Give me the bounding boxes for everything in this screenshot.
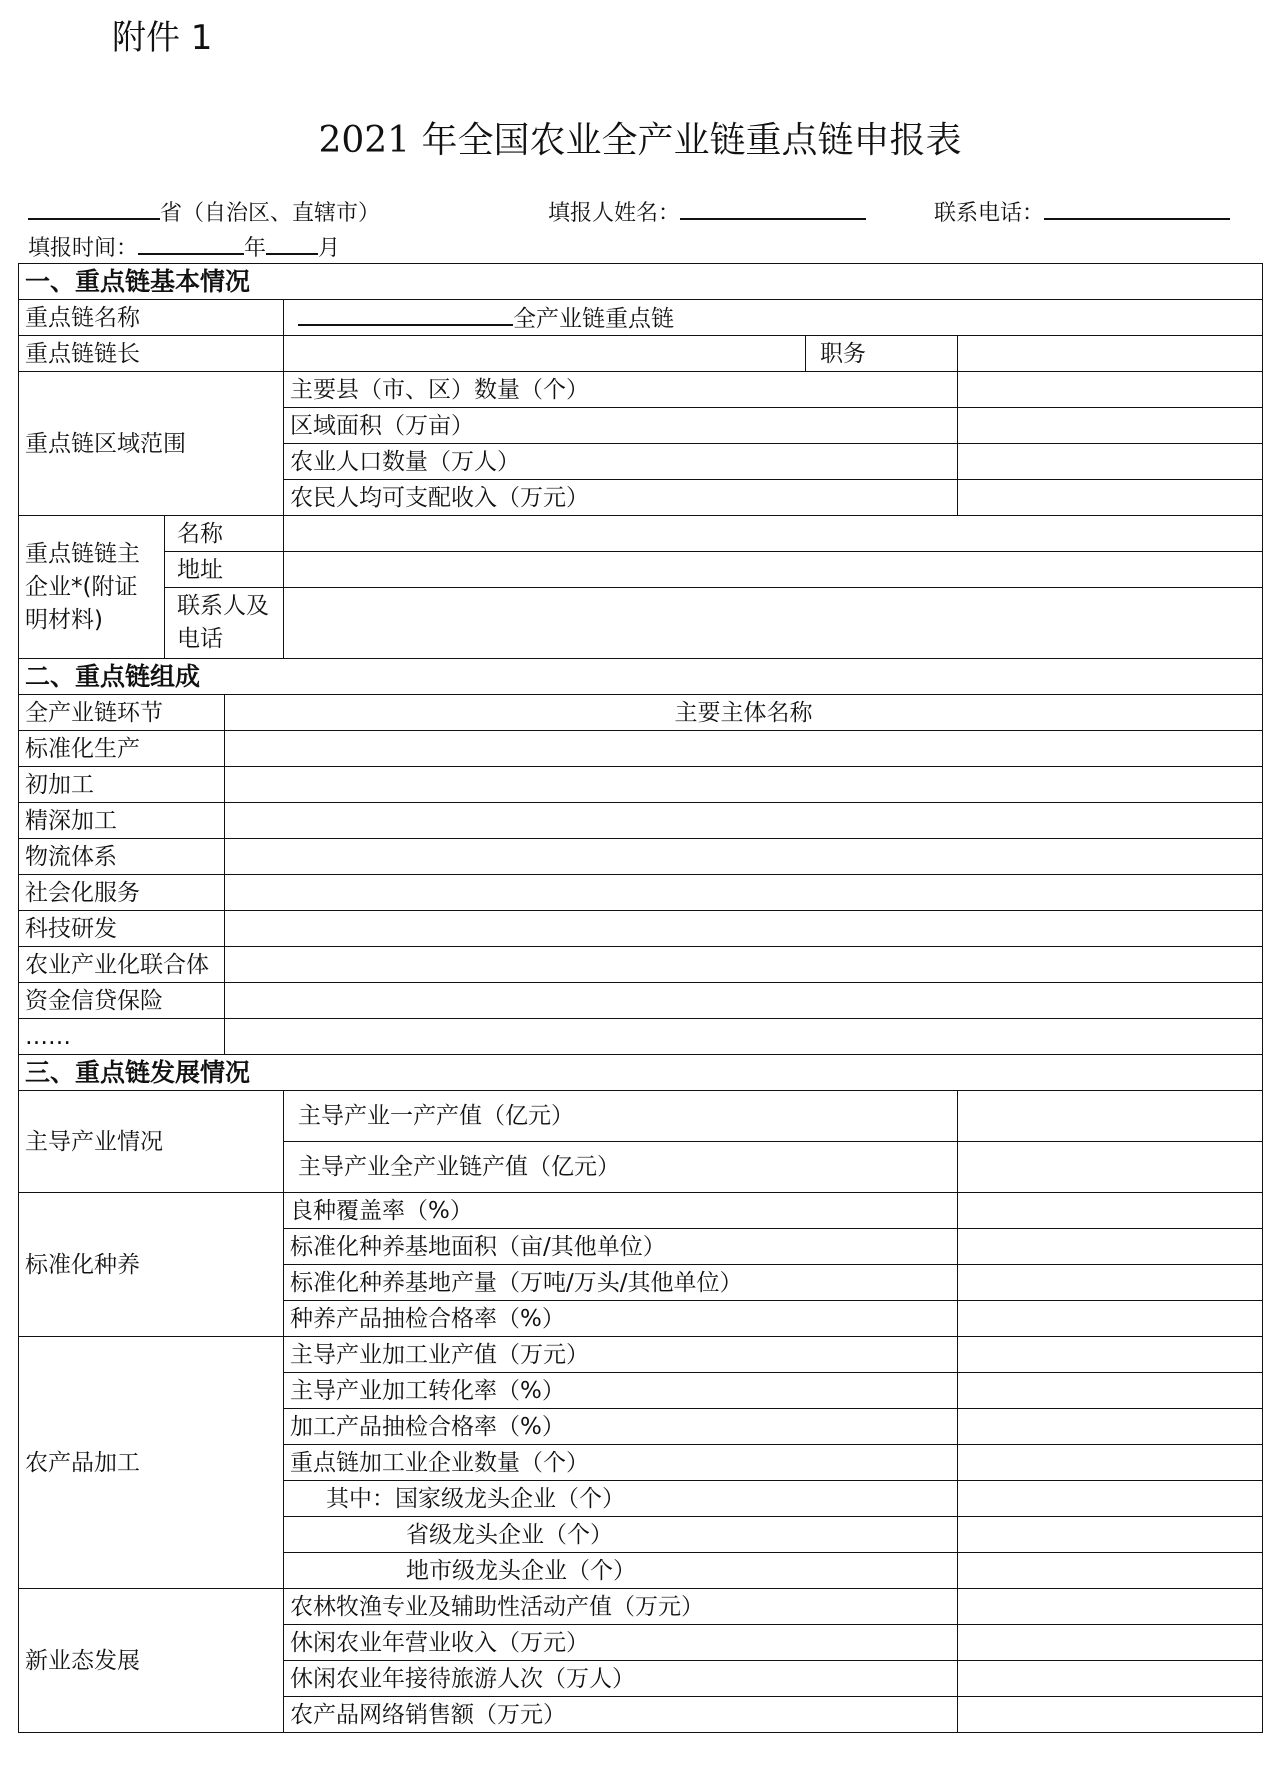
fill-time-field[interactable] [28,231,340,262]
indicator-label: 休闲农业年接待旅游人次（万人） [284,1661,958,1697]
indicator-label: 休闲农业年营业收入（万元） [284,1625,958,1661]
enterprise-value[interactable] [284,588,1263,659]
fill-time-label: 填报时间： [28,236,139,261]
indicator-value[interactable] [958,1517,1263,1553]
link-label: 科技研发 [19,911,225,947]
entity-value[interactable] [225,1019,1263,1055]
region-item: 主要县（市、区）数量（个） [284,372,958,408]
province-blank[interactable] [28,196,160,220]
month-blank[interactable] [266,231,318,255]
indicator-value[interactable] [958,1661,1263,1697]
indicator-value[interactable] [958,1409,1263,1445]
indicator-value[interactable] [958,1229,1263,1265]
indicator-value[interactable] [958,1265,1263,1301]
indicator-value[interactable] [958,1589,1263,1625]
region-label: 重点链区域范围 [19,372,284,516]
link-label: 初加工 [19,767,225,803]
region-value[interactable] [958,372,1263,408]
indicator-value[interactable] [958,1373,1263,1409]
indicator-label: 地市级龙头企业（个） [284,1553,958,1589]
indicator-label: 加工产品抽检合格率（%） [284,1409,958,1445]
link-label: 精深加工 [19,803,225,839]
region-item: 农业人口数量（万人） [284,444,958,480]
attachment-label: 附件 1 [112,18,213,58]
chain-name-label: 重点链名称 [19,300,284,336]
indicator-value[interactable] [958,1553,1263,1589]
form-title: 2021 年全国农业全产业链重点链申报表 [318,120,962,161]
indicator-label: 主导产业全产业链产值（亿元） [284,1142,958,1193]
application-table [18,263,1263,1733]
main-enterprise-label: 重点链链主企业*(附证明材料) [19,516,165,659]
group-label: 农产品加工 [19,1337,284,1589]
group-label: 新业态发展 [19,1589,284,1733]
entity-value[interactable] [225,983,1263,1019]
indicator-label: 标准化种养基地产量（万吨/万头/其他单位） [284,1265,958,1301]
chain-leader-value[interactable] [284,336,806,372]
year-blank[interactable] [138,231,244,255]
link-label: 物流体系 [19,839,225,875]
indicator-value[interactable] [958,1625,1263,1661]
position-value[interactable] [958,336,1263,372]
entity-value[interactable] [225,947,1263,983]
indicator-value[interactable] [958,1697,1263,1733]
link-label: 社会化服务 [19,875,225,911]
indicator-value[interactable] [958,1193,1263,1229]
region-value[interactable] [958,444,1263,480]
link-label: …… [19,1019,225,1055]
indicator-label: 其中：国家级龙头企业（个） [284,1481,958,1517]
region-item: 区域面积（万亩） [284,408,958,444]
entity-value[interactable] [225,731,1263,767]
chain-leader-label: 重点链链长 [19,336,284,372]
province-label: 省（自治区、直辖市） [160,201,381,226]
indicator-label: 标准化种养基地面积（亩/其他单位） [284,1229,958,1265]
section2-title: 二、重点链组成 [19,659,1263,695]
filler-name-blank[interactable] [680,196,866,220]
indicator-value[interactable] [958,1445,1263,1481]
section3-title: 三、重点链发展情况 [19,1055,1263,1091]
enterprise-item: 地址 [165,552,284,588]
phone-field[interactable] [934,196,1230,227]
indicator-label: 重点链加工业企业数量（个） [284,1445,958,1481]
section1-title: 一、重点链基本情况 [19,264,1263,300]
col-header-link: 全产业链环节 [19,695,225,731]
chain-name-cell[interactable] [284,300,1263,336]
chain-name-suffix: 全产业链重点链 [513,306,674,332]
phone-blank[interactable] [1044,196,1230,220]
province-field[interactable] [28,196,380,227]
indicator-value[interactable] [958,1337,1263,1373]
indicator-label: 良种覆盖率（%） [284,1193,958,1229]
region-item: 农民人均可支配收入（万元） [284,480,958,516]
chain-name-blank[interactable] [298,302,513,326]
year-label: 年 [244,236,267,261]
position-label: 职务 [806,336,958,372]
enterprise-item: 名称 [165,516,284,552]
link-label: 标准化生产 [19,731,225,767]
month-label: 月 [318,236,341,261]
indicator-label: 农林牧渔专业及辅助性活动产值（万元） [284,1589,958,1625]
entity-value[interactable] [225,875,1263,911]
indicator-label: 省级龙头企业（个） [284,1517,958,1553]
filler-name-label: 填报人姓名： [548,201,681,226]
entity-value[interactable] [225,839,1263,875]
enterprise-item: 联系人及电话 [165,588,284,659]
entity-value[interactable] [225,803,1263,839]
enterprise-value[interactable] [284,516,1263,552]
indicator-label: 主导产业一产产值（亿元） [284,1091,958,1142]
indicator-value[interactable] [958,1481,1263,1517]
entity-value[interactable] [225,911,1263,947]
group-label: 标准化种养 [19,1193,284,1337]
indicator-value[interactable] [958,1301,1263,1337]
indicator-label: 主导产业加工业产值（万元） [284,1337,958,1373]
region-value[interactable] [958,408,1263,444]
indicator-value[interactable] [958,1091,1263,1142]
phone-label: 联系电话： [934,201,1045,226]
link-label: 农业产业化联合体 [19,947,225,983]
indicator-label: 种养产品抽检合格率（%） [284,1301,958,1337]
indicator-label: 农产品网络销售额（万元） [284,1697,958,1733]
group-label: 主导产业情况 [19,1091,284,1193]
link-label: 资金信贷保险 [19,983,225,1019]
entity-value[interactable] [225,767,1263,803]
region-value[interactable] [958,480,1263,516]
enterprise-value[interactable] [284,552,1263,588]
col-header-entity: 主要主体名称 [225,695,1263,731]
filler-name-field[interactable] [548,196,866,227]
indicator-label: 主导产业加工转化率（%） [284,1373,958,1409]
indicator-value[interactable] [958,1142,1263,1193]
